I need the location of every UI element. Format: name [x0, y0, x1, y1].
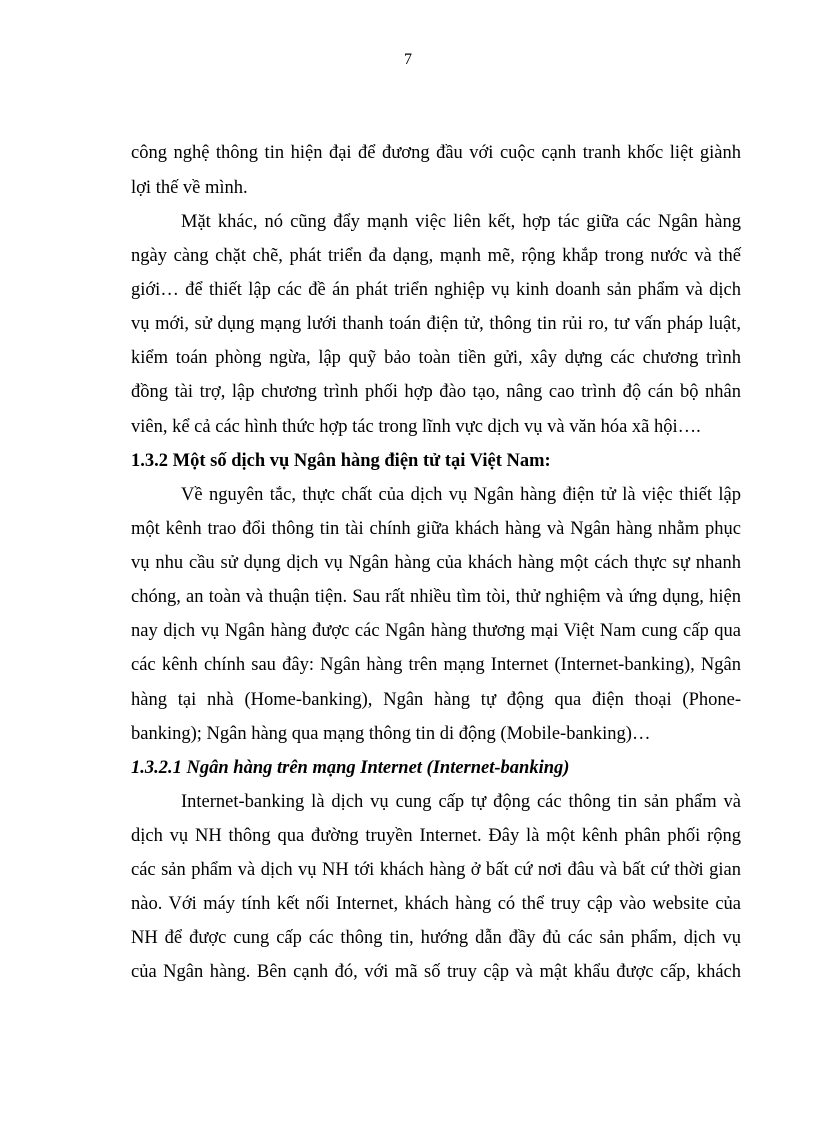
- paragraph-line: Internet-banking là dịch vụ cung cấp tự động các thông tin sản phẩm và: [181, 792, 741, 812]
- paragraph-line: ngày càng chặt chẽ, phát triển đa dạng, mạnh mẽ, rộng khắp trong nước và thế: [131, 246, 741, 266]
- page-number: 7: [404, 51, 412, 68]
- paragraph-line: của Ngân hàng. Bên cạnh đó, với mã số truy cập và mật khẩu được cấp, khách: [131, 962, 741, 982]
- subsection-heading: 1.3.2.1 Ngân hàng trên mạng Internet (Internet-banking): [131, 758, 570, 778]
- paragraph-line: chóng, an toàn và thuận tiện. Sau rất nhiều tìm tòi, thử nghiệm và ứng dụng, hiện: [131, 587, 741, 607]
- paragraph-line: kiểm toán phòng ngừa, lập quỹ bảo toàn tiền gửi, xây dựng các chương trình: [131, 348, 741, 368]
- paragraph-line: các sản phẩm và dịch vụ NH tới khách hàng ở bất cứ nơi đâu và bất cứ thời gian: [131, 860, 741, 880]
- paragraph-line: công nghệ thông tin hiện đại để đương đầu với cuộc cạnh tranh khốc liệt giành: [131, 143, 741, 163]
- paragraph-line: nào. Với máy tính kết nối Internet, khách hàng có thể truy cập vào website của: [131, 894, 741, 914]
- paragraph-line: vụ mới, sử dụng mạng lưới thanh toán điện tử, thông tin rủi ro, tư vấn pháp luật,: [131, 314, 741, 334]
- paragraph-line: vụ nhu cầu sử dụng dịch vụ Ngân hàng của khách hàng một cách thực sự nhanh: [131, 553, 741, 573]
- paragraph-line: Về nguyên tắc, thực chất của dịch vụ Ngân hàng điện tử là việc thiết lập: [181, 485, 741, 505]
- paragraph-line: NH để được cung cấp các thông tin, hướng dẫn đầy đủ các sản phẩm, dịch vụ: [131, 928, 741, 948]
- paragraph-line: dịch vụ NH thông qua đường truyền Internet. Đây là một kênh phân phối rộng: [131, 826, 741, 846]
- paragraph-line: giới… để thiết lập các đề án phát triển nghiệp vụ kinh doanh sản phẩm và dịch: [131, 280, 741, 300]
- paragraph-line: các kênh chính sau đây: Ngân hàng trên mạng Internet (Internet-banking), Ngân: [131, 655, 741, 675]
- paragraph-line: một kênh trao đổi thông tin tài chính giữa khách hàng và Ngân hàng nhằm phục: [131, 519, 741, 539]
- paragraph-line: đồng tài trợ, lập chương trình phối hợp đào tạo, nâng cao trình độ cán bộ nhân: [131, 382, 741, 402]
- paragraph-line: lợi thế về mình.: [131, 178, 248, 198]
- paragraph-line: banking); Ngân hàng qua mạng thông tin di động (Mobile-banking)…: [131, 724, 651, 744]
- paragraph-line: viên, kể cả các hình thức hợp tác trong lĩnh vực dịch vụ và văn hóa xã hội….: [131, 417, 701, 437]
- section-heading: 1.3.2 Một số dịch vụ Ngân hàng điện tử tại Việt Nam:: [131, 451, 551, 471]
- paragraph-line: hàng tại nhà (Home-banking), Ngân hàng tự động qua điện thoại (Phone-: [131, 690, 741, 710]
- paragraph-line: nay dịch vụ Ngân hàng được các Ngân hàng thương mại Việt Nam cung cấp qua: [131, 621, 741, 641]
- paragraph-line: Mặt khác, nó cũng đẩy mạnh việc liên kết, hợp tác giữa các Ngân hàng: [181, 212, 741, 232]
